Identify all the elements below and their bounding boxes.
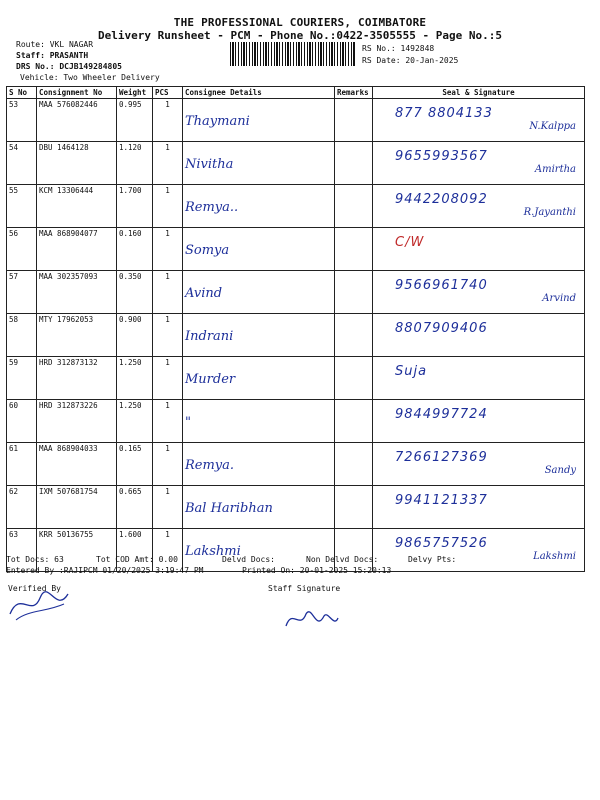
cell-pcs: 1 bbox=[153, 142, 183, 185]
barcode-image bbox=[230, 42, 355, 66]
consignee-handwriting: Remya. bbox=[185, 458, 235, 473]
cell-pcs: 1 bbox=[153, 357, 183, 400]
cell-sno: 62 bbox=[7, 486, 37, 529]
cell-pcs: 1 bbox=[153, 228, 183, 271]
cell-pcs: 1 bbox=[153, 314, 183, 357]
vehicle-label: Vehicle: Two Wheeler Delivery bbox=[20, 73, 160, 82]
table-row bbox=[7, 314, 585, 357]
cell-remarks bbox=[335, 357, 373, 400]
table-row bbox=[7, 400, 585, 443]
seal-handwriting: 877 8804133 bbox=[395, 106, 493, 121]
cell-sno: 59 bbox=[7, 357, 37, 400]
tot-docs: Tot Docs: 63 bbox=[6, 555, 64, 564]
cell-consignment: IXM 507681754 bbox=[37, 486, 117, 529]
rs-number: RS No.: 1492848 bbox=[362, 44, 435, 53]
cell-weight: 0.995 bbox=[117, 99, 153, 142]
table-header-row bbox=[7, 87, 585, 99]
table-row bbox=[7, 99, 585, 142]
seal-handwriting: Suja bbox=[395, 364, 428, 379]
seal-handwriting: 7266127369 bbox=[395, 450, 488, 465]
cell-sno: 53 bbox=[7, 99, 37, 142]
cell-sno: 56 bbox=[7, 228, 37, 271]
cell-pcs: 1 bbox=[153, 486, 183, 529]
seal-handwriting: 9865757526 bbox=[395, 536, 488, 551]
cell-seal bbox=[373, 486, 585, 529]
consignee-handwriting: Indrani bbox=[185, 329, 234, 344]
consignee-handwriting: Remya.. bbox=[185, 200, 239, 215]
cell-weight: 1.700 bbox=[117, 185, 153, 228]
cell-weight: 0.350 bbox=[117, 271, 153, 314]
cell-consignment: KRR 50136755 bbox=[37, 529, 117, 572]
cell-weight: 1.250 bbox=[117, 357, 153, 400]
cell-seal bbox=[373, 529, 585, 572]
table-row bbox=[7, 443, 585, 486]
table-row bbox=[7, 357, 585, 400]
seal-handwriting: 9566961740 bbox=[395, 278, 488, 293]
seal-signature-name: Amirtha bbox=[534, 164, 576, 175]
cell-remarks bbox=[335, 271, 373, 314]
staff-label: Staff: PRASANTH bbox=[16, 51, 89, 60]
cell-remarks bbox=[335, 185, 373, 228]
cell-sno: 57 bbox=[7, 271, 37, 314]
cell-consignment: MAA 302357093 bbox=[37, 271, 117, 314]
cell-sno: 55 bbox=[7, 185, 37, 228]
cell-remarks bbox=[335, 486, 373, 529]
table-row bbox=[7, 228, 585, 271]
cell-consignee bbox=[183, 486, 335, 529]
seal-signature-name: Arvind bbox=[542, 293, 576, 304]
cell-pcs: 1 bbox=[153, 271, 183, 314]
cell-seal bbox=[373, 142, 585, 185]
seal-signature-name: R.Jayanthi bbox=[523, 207, 576, 218]
seal-handwriting: 9941121337 bbox=[395, 493, 488, 508]
cell-remarks bbox=[335, 99, 373, 142]
cell-sno: 58 bbox=[7, 314, 37, 357]
seal-handwriting: 9655993567 bbox=[395, 149, 488, 164]
consignee-handwriting: Nivitha bbox=[185, 157, 234, 172]
runsheet-table bbox=[6, 86, 585, 572]
cell-consignee bbox=[183, 185, 335, 228]
seal-signature-name: Sandy bbox=[544, 465, 576, 476]
consignee-handwriting: Bal Haribhan bbox=[185, 501, 273, 516]
cell-weight: 1.600 bbox=[117, 529, 153, 572]
cell-sno: 61 bbox=[7, 443, 37, 486]
col-remarks: Remarks bbox=[335, 87, 373, 99]
cell-consignment: HRD 312873226 bbox=[37, 400, 117, 443]
cell-consignee bbox=[183, 357, 335, 400]
cell-remarks bbox=[335, 400, 373, 443]
table-row bbox=[7, 185, 585, 228]
printed-on: Printed On: 20-01-2025 15:20:13 bbox=[242, 566, 392, 575]
seal-handwriting: 9442208092 bbox=[395, 192, 488, 207]
table-row bbox=[7, 486, 585, 529]
drs-label: DRS No.: DCJB149284805 bbox=[16, 62, 122, 71]
staff-signature-label: Staff Signature bbox=[268, 584, 341, 593]
table-row bbox=[7, 142, 585, 185]
consignee-handwriting: Avind bbox=[185, 286, 223, 301]
consignee-handwriting: " bbox=[185, 415, 191, 430]
cell-weight: 0.900 bbox=[117, 314, 153, 357]
consignee-handwriting: Lakshmi bbox=[185, 544, 241, 559]
seal-signature-name: Lakshmi bbox=[533, 551, 576, 562]
cell-pcs: 1 bbox=[153, 529, 183, 572]
cell-remarks bbox=[335, 314, 373, 357]
cell-weight: 1.120 bbox=[117, 142, 153, 185]
cell-consignment: MAA 576082446 bbox=[37, 99, 117, 142]
delvy-pts: Delvy Pts: bbox=[408, 555, 457, 564]
cell-consignee bbox=[183, 142, 335, 185]
table-row bbox=[7, 271, 585, 314]
tot-cod-amt: Tot COD Amt: 0.00 bbox=[96, 555, 178, 564]
cell-weight: 0.160 bbox=[117, 228, 153, 271]
col-consignee: Consignee Details bbox=[183, 87, 335, 99]
cell-weight: 1.250 bbox=[117, 400, 153, 443]
staff-signature-image bbox=[282, 604, 342, 634]
cell-pcs: 1 bbox=[153, 99, 183, 142]
cell-remarks bbox=[335, 142, 373, 185]
cell-consignment: KCM 13306444 bbox=[37, 185, 117, 228]
cell-seal bbox=[373, 99, 585, 142]
cell-seal bbox=[373, 185, 585, 228]
seal-handwriting: 8807909406 bbox=[395, 321, 488, 336]
cell-remarks bbox=[335, 228, 373, 271]
consignee-handwriting: Thaymani bbox=[185, 114, 250, 129]
col-pcs: PCS bbox=[153, 87, 183, 99]
cell-sno: 60 bbox=[7, 400, 37, 443]
consignee-handwriting: Somya bbox=[185, 243, 230, 258]
cell-remarks bbox=[335, 443, 373, 486]
cell-seal bbox=[373, 357, 585, 400]
cell-consignee bbox=[183, 228, 335, 271]
company-title: THE PROFESSIONAL COURIERS, COIMBATORE bbox=[173, 16, 427, 29]
rs-date: RS Date: 20-Jan-2025 bbox=[362, 56, 459, 65]
cell-pcs: 1 bbox=[153, 443, 183, 486]
seal-signature-name: N.Kalppa bbox=[529, 121, 576, 132]
col-consignment: Consignment No bbox=[37, 87, 117, 99]
seal-handwriting: 9844997724 bbox=[395, 407, 488, 422]
cell-pcs: 1 bbox=[153, 400, 183, 443]
delvd-docs: Delvd Docs: bbox=[222, 555, 275, 564]
cell-consignee bbox=[183, 314, 335, 357]
col-seal: Seal & Signature bbox=[373, 87, 585, 99]
cell-consignment: HRD 312873132 bbox=[37, 357, 117, 400]
cell-consignment: MAA 868904077 bbox=[37, 228, 117, 271]
cell-seal bbox=[373, 271, 585, 314]
cell-weight: 0.165 bbox=[117, 443, 153, 486]
cell-seal bbox=[373, 443, 585, 486]
cell-seal bbox=[373, 400, 585, 443]
seal-handwriting: C/W bbox=[395, 235, 425, 250]
route-label: Route: VKL NAGAR bbox=[16, 40, 94, 49]
verified-signature-image bbox=[6, 584, 76, 624]
consignee-handwriting: Murder bbox=[185, 372, 236, 387]
non-delvd-docs: Non Delvd Docs: bbox=[306, 555, 379, 564]
cell-consignee bbox=[183, 443, 335, 486]
col-sno: S No bbox=[7, 87, 37, 99]
cell-pcs: 1 bbox=[153, 185, 183, 228]
cell-sno: 54 bbox=[7, 142, 37, 185]
entered-by: Entered By :RAJIPCM 01/20/2025 3:19:47 PM bbox=[6, 566, 204, 575]
cell-seal bbox=[373, 314, 585, 357]
cell-seal bbox=[373, 228, 585, 271]
cell-consignment: MTY 17962053 bbox=[37, 314, 117, 357]
cell-consignee bbox=[183, 400, 335, 443]
col-weight: Weight bbox=[117, 87, 153, 99]
cell-consignment: MAA 868904033 bbox=[37, 443, 117, 486]
verified-by-label: Verified By bbox=[8, 584, 61, 593]
table-body bbox=[7, 99, 585, 572]
cell-weight: 0.665 bbox=[117, 486, 153, 529]
cell-consignee bbox=[183, 99, 335, 142]
cell-sno: 63 bbox=[7, 529, 37, 572]
cell-consignment: DBU 1464128 bbox=[37, 142, 117, 185]
cell-consignee bbox=[183, 271, 335, 314]
runsheet-subtitle: Delivery Runsheet - PCM - Phone No.:0422-3505555 - Page No.:5 bbox=[98, 29, 502, 42]
